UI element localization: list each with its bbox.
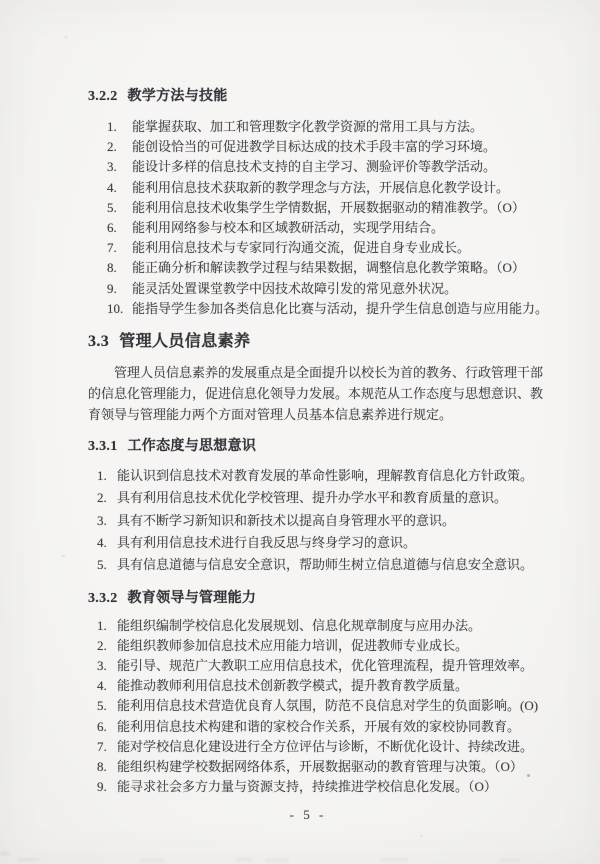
item-number: 4. (97, 534, 107, 550)
list-item (97, 717, 545, 737)
item-text: 能利用信息技术与专家同行沟通交流，促进自身专业成长。 (132, 240, 471, 256)
item-text: 具有信息道德与信息安全意识，帮助师生树立信息道德与信息安全意识。 (117, 557, 534, 573)
list-item (107, 157, 545, 177)
item-number: 5. (97, 557, 107, 573)
item-text: 具有不断学习新知识和新技术以提高自身管理水平的意识。 (117, 512, 456, 528)
item-text: 能利用信息技术营造优良育人氛围，防范不良信息对学生的负面影响。(O) (117, 698, 539, 714)
list-item (107, 218, 545, 238)
scan-smudge (0, 852, 10, 855)
item-text: 能灵活处置课堂教学中因技术故障引发的常见意外状况。 (132, 280, 458, 296)
list-item (97, 757, 545, 777)
item-number: 9. (97, 779, 107, 795)
item-text: 能引导、规范广大教职工应用信息技术，优化管理流程，提升管理效率。 (117, 657, 534, 673)
list-item (97, 465, 545, 487)
item-number: 1. (107, 119, 117, 134)
list-item (97, 510, 545, 532)
item-text: 能寻求社会多方力量与资源支持，持续推进学校信息化发展。（O） (117, 779, 497, 795)
item-text: 能组织教师参加信息技术应用能力培训，促进教师专业成长。 (117, 637, 469, 653)
item-number: 6. (107, 220, 117, 236)
scan-smudge (235, 858, 253, 861)
list-item (97, 656, 545, 676)
item-number: 2. (97, 637, 107, 653)
item-number: 9. (107, 280, 117, 296)
list-item (107, 198, 545, 218)
item-number: 6. (97, 718, 107, 734)
section-paragraph: 管理人员信息素养的发展重点是全面提升以校长为首的教务、行政管理干部的信息化管理能力，促进信息化领导力发展。本规范从工作态度与思想意识、教育领导与管理能力两个方面对管理人员基本信息素养进行规定。 (88, 365, 544, 423)
section-heading-33 (88, 331, 545, 353)
item-number: 7. (107, 240, 117, 256)
section-title: 教育领导与管理能力 (127, 588, 257, 605)
section-number: 3.2.2 (88, 89, 118, 104)
item-number: 3. (97, 657, 107, 673)
item-number: 2. (97, 490, 107, 506)
list-item (107, 117, 545, 137)
item-number: 10. (107, 300, 124, 316)
item-text: 能掌握获取、加工和管理数字化教学资源的常用工具与方法。 (132, 119, 484, 134)
list-item (97, 737, 545, 757)
section-title: 管理人员信息素养 (119, 333, 251, 351)
item-text: 能正确分析和解读教学过程与结果数据，调整信息化教学策略。（O） (132, 260, 525, 276)
list-item (107, 238, 545, 258)
section-number: 3.3 (88, 333, 110, 351)
item-text: 能组织构建学校数据网络体系，开展数据驱动的教育管理与决策。（O） (117, 758, 523, 774)
item-text: 能创设恰当的可促进教学目标达成的技术手段丰富的学习环境。 (132, 139, 497, 155)
scan-speck (64, 36, 68, 39)
list-item (97, 676, 545, 696)
list-332 (97, 616, 545, 798)
item-number: 7. (97, 738, 107, 754)
item-text: 具有利用信息技术优化学校管理、提升办学水平和教育质量的意识。 (117, 490, 508, 506)
item-text: 能组织编制学校信息化发展规划、信息化规章制度与应用办法。 (117, 617, 482, 633)
list-item (97, 696, 545, 716)
list-item (97, 777, 545, 797)
item-number: 8. (107, 260, 117, 276)
scan-smudge (380, 858, 408, 861)
list-item (107, 178, 545, 198)
list-item (107, 137, 545, 157)
section-heading-332 (88, 588, 545, 608)
item-number: 8. (97, 758, 107, 774)
item-text: 能设计多样的信息技术支持的自主学习、测验评价等教学活动。 (132, 159, 497, 175)
item-number: 5. (107, 199, 117, 215)
item-text: 能利用信息技术收集学生学情数据，开展数据驱动的精准教学。（O） (132, 199, 525, 215)
page-content (88, 86, 549, 824)
list-item (97, 487, 545, 509)
list-item (97, 554, 545, 576)
section-title: 工作态度与思想意识 (127, 437, 257, 454)
item-number: 1. (97, 468, 107, 484)
item-number: 4. (97, 678, 107, 694)
item-text: 能认识到信息技术对教育发展的革命性影响，理解教育信息化方针政策。 (117, 468, 534, 484)
item-number: 5. (97, 698, 107, 714)
list-item (97, 532, 545, 554)
item-text: 能对学校信息化建设进行全方位评估与诊断，不断优化设计、持续改进。 (117, 738, 534, 754)
list-item (107, 299, 549, 319)
page-number: - 5 - (289, 807, 327, 823)
item-number: 4. (107, 179, 117, 195)
list-item (107, 279, 545, 299)
list-item (97, 616, 545, 636)
scan-speck (62, 555, 65, 557)
section-heading-322 (88, 86, 545, 106)
scan-smudge (140, 859, 164, 862)
scan-speck (527, 774, 530, 777)
item-number: 3. (107, 159, 117, 175)
section-title: 教学方法与技能 (127, 87, 228, 103)
item-number: 3. (97, 512, 107, 528)
item-text: 能利用网络参与校本和区域教研活动，实现学用结合。 (132, 220, 445, 236)
item-text: 能推动教师利用信息技术创新教学模式，提升教育教学质量。 (117, 678, 469, 694)
item-text: 具有利用信息技术进行自我反思与终身学习的意识。 (117, 534, 417, 550)
section-number: 3.3.1 (88, 439, 118, 455)
list-331 (97, 465, 545, 576)
item-text: 能指导学生参加各类信息化比赛与活动，提升学生信息创造与应用能力。 (132, 300, 549, 316)
list-item (97, 636, 545, 656)
scan-smudge (18, 858, 40, 861)
section-heading-331 (88, 436, 545, 456)
item-text: 能利用信息技术构建和谐的家校合作关系，开展有效的家校协同教育。 (117, 718, 521, 734)
list-322 (107, 117, 549, 319)
item-text: 能利用信息技术获取新的教学理念与方法，开展信息化教学设计。 (132, 179, 510, 195)
scan-smudge (500, 859, 520, 862)
scan-speck (420, 835, 423, 837)
item-number: 2. (107, 139, 117, 155)
section-number: 3.3.2 (88, 590, 118, 606)
item-number: 1. (97, 617, 107, 633)
scan-smudge (265, 859, 289, 862)
list-item (107, 258, 545, 278)
